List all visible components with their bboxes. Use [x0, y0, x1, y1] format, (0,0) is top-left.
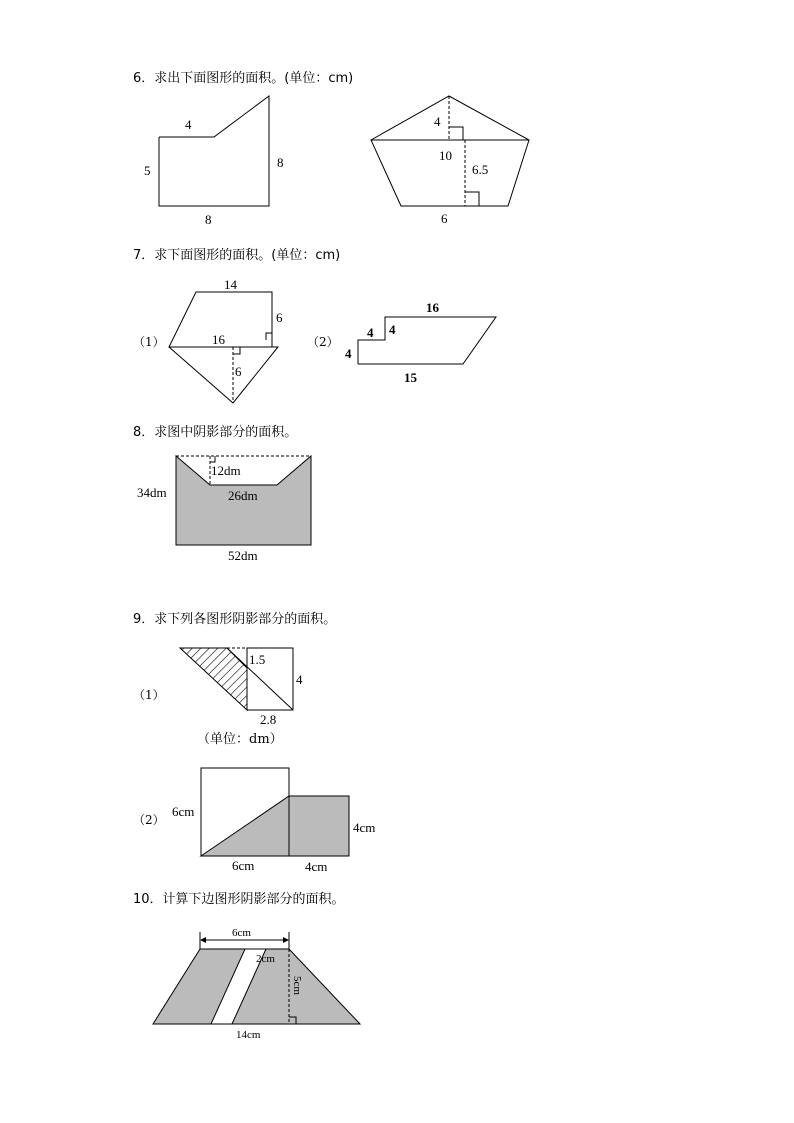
- q9-part1-number: （1）: [133, 688, 165, 702]
- q7-figure-2: [358, 317, 496, 364]
- q8-inner-label: 26dm: [228, 488, 258, 503]
- q7-part1-number: （1）: [133, 335, 165, 349]
- q6a-left-label: 5: [144, 163, 151, 178]
- q9-1-side-label: 4: [296, 672, 303, 687]
- q9-unit-note: （单位：dm）: [197, 732, 283, 747]
- q8-depth-label: 12dm: [211, 463, 241, 478]
- q9-1-bottom-label: 2.8: [260, 712, 277, 727]
- q10-top-label: 6cm: [232, 927, 251, 939]
- q6-figure-a: [159, 96, 269, 206]
- q7-title: 7．求下面图形的面积。(单位：cm): [133, 248, 341, 263]
- q10-bottom-label: 14cm: [236, 1029, 261, 1041]
- q7-1-mid-label: 16: [212, 332, 225, 347]
- q7-2-bottom-label: 15: [404, 370, 417, 385]
- q6b-mid-label: 10: [439, 148, 452, 163]
- q7-1-top-label: 14: [224, 277, 237, 292]
- q8-title: 8．求图中阴影部分的面积。: [133, 425, 298, 440]
- q9-1-top-label: 1.5: [249, 652, 266, 667]
- q7-figure-1: [169, 292, 278, 403]
- q7-1-tri-height-label: 6: [235, 364, 242, 379]
- q6a-top-label: 4: [185, 117, 192, 132]
- q6b-bottom-label: 6: [441, 211, 448, 226]
- q7-2-step-h-label: 4: [389, 322, 396, 337]
- q9-figure-1: [180, 648, 293, 710]
- q9-2-left-label: 6cm: [172, 804, 195, 819]
- q9-2-bottom-a-label: 6cm: [232, 858, 255, 873]
- q6a-bottom-label: 8: [205, 212, 212, 227]
- q9-2-right-label: 4cm: [353, 820, 376, 835]
- q7-part2-number: （2）: [307, 335, 339, 349]
- q7-1-side-label: 6: [276, 310, 283, 325]
- q7-2-top-label: 16: [426, 300, 439, 315]
- q6b-tri-height-label: 4: [434, 114, 441, 129]
- q9-2-bottom-b-label: 4cm: [305, 859, 328, 874]
- q8-bottom-label: 52dm: [228, 548, 258, 563]
- q9-figure-2: [201, 768, 349, 856]
- q10-title: 10．计算下边图形阴影部分的面积。: [133, 892, 345, 907]
- q10-figure: [153, 932, 360, 1024]
- q6a-right-label: 8: [277, 155, 284, 170]
- q10-height-label: 5cm: [291, 976, 303, 995]
- q6-title: 6．求出下面图形的面积。(单位：cm): [133, 71, 354, 86]
- q7-2-left-label: 4: [345, 346, 352, 361]
- q7-2-step-w-label: 4: [367, 325, 374, 340]
- q6b-trap-height-label: 6.5: [472, 162, 489, 177]
- q10-gap-label: 2cm: [256, 953, 275, 965]
- q9-part2-number: （2）: [133, 813, 165, 827]
- q9-title: 9．求下列各图形阴影部分的面积。: [133, 612, 337, 627]
- q8-height-label: 34dm: [137, 485, 167, 500]
